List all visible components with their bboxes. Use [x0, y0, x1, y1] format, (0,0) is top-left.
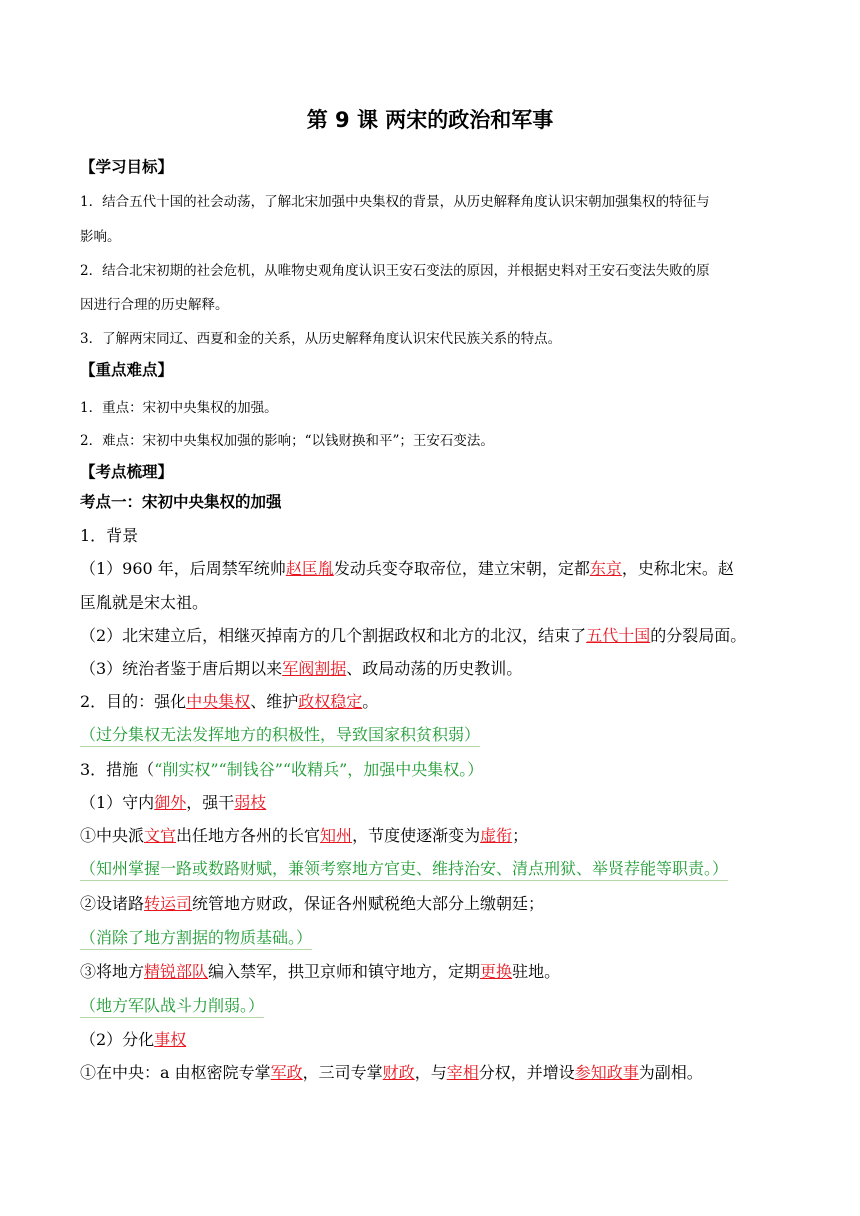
answer-stability: 政权稳定 [298, 692, 363, 711]
measure-2-heading: （2）分化事权 [80, 1030, 187, 1049]
answer-elite-troops: 精锐部队 [144, 962, 209, 981]
measure-1-item-2-note: （消除了地方割据的物质基础。） [80, 925, 312, 950]
measure-1-item-3: ③将地方精锐部队编入禁军，拱卫京师和镇守地方，定期更换驻地。 [80, 962, 561, 981]
answer-ruozhi: 弱枝 [234, 793, 267, 812]
answer-shiquan: 事权 [154, 1030, 187, 1049]
key-point-1: 1．重点：宋初中央集权的加强。 [80, 400, 278, 416]
background-item-3: （3）统治者鉴于唐后期以来军阀割据、政局动荡的历史教训。 [80, 659, 523, 678]
background-label: 1．背景 [80, 526, 139, 545]
answer-yuwai: 御外 [154, 793, 187, 812]
section-goals-header: 【学习目标】 [80, 158, 174, 176]
measure-2-item-1: ①在中央：a 由枢密院专掌军政，三司专掌财政，与宰相分权，并增设参知政事为副相。 [80, 1063, 703, 1082]
answer-warlords: 军阀割据 [282, 659, 347, 678]
answer-civil-official: 文官 [144, 826, 177, 845]
goal-3: 3．了解两宋同辽、西夏和金的关系，从历史解释角度认识宋代民族关系的特点。 [80, 331, 562, 347]
goal-2-line-2: 因进行合理的历史解释。 [80, 297, 229, 313]
answer-chancellor: 宰相 [446, 1063, 479, 1082]
answer-five-dynasties: 五代十国 [586, 626, 651, 645]
measures-line: 3．措施（“削实权”“制钱谷”“收精兵”，加强中央集权。） [80, 760, 484, 779]
page-title: 第 9 课 两宋的政治和军事 [306, 108, 554, 132]
section-key-header: 【重点难点】 [80, 361, 174, 379]
background-item-1-line-1: （1）960 年，后周禁军统帅赵匡胤发动兵变夺取帝位，建立宋朝，定都东京，史称北宋。赵 [80, 559, 734, 578]
measure-1-item-3-note: （地方军队战斗力削弱。） [80, 993, 264, 1018]
goal-1-line-2: 影响。 [80, 229, 121, 245]
answer-xuxian: 虚衔 [480, 826, 513, 845]
section-review-header: 【考点梳理】 [80, 463, 174, 481]
aim-line: 2．目的：强化中央集权、维护政权稳定。 [80, 692, 379, 711]
measure-1-item-1-note: （知州掌握一路或数路财赋，兼领考察地方官吏、维持治安、清点刑狱、举贤荐能等职责。） [80, 856, 728, 881]
point-1-heading: 考点一：宋初中央集权的加强 [80, 493, 282, 511]
answer-central-power: 中央集权 [186, 692, 251, 711]
answer-zhao-kuangyin: 赵匡胤 [285, 559, 334, 578]
measure-1-item-2: ②设诸路转运司统管地方财政，保证各州赋税绝大部分上缴朝廷； [80, 894, 545, 913]
answer-rotate: 更换 [480, 962, 513, 981]
answer-military-affairs: 军政 [270, 1063, 303, 1082]
answer-zhuanyunsi: 转运司 [144, 894, 193, 913]
background-item-1-line-2: 匡胤就是宋太祖。 [80, 593, 209, 612]
answer-zhizhou: 知州 [320, 826, 353, 845]
measures-summary: “削实权”“制钱谷”“收精兵”，加强中央集权。） [154, 760, 484, 779]
key-point-2: 2．难点：宋初中央集权加强的影响；“以钱财换和平”；王安石变法。 [80, 433, 494, 449]
answer-vice-chancellor: 参知政事 [574, 1063, 639, 1082]
answer-finance: 财政 [382, 1063, 415, 1082]
goal-1-line-1: 1．结合五代十国的社会动荡，了解北宋加强中央集权的背景，从历史解释角度认识宋朝加强集权的特征与 [80, 194, 710, 210]
answer-dongjing: 东京 [589, 559, 622, 578]
aim-note: （过分集权无法发挥地方的积极性，导致国家积贫积弱） [80, 722, 480, 747]
measure-1-heading: （1）守内御外，强干弱枝 [80, 793, 267, 812]
background-item-2: （2）北宋建立后，相继灭掉南方的几个割据政权和北方的北汉，结束了五代十国的分裂局面。 [80, 626, 747, 645]
goal-2-line-1: 2．结合北宋初期的社会危机，从唯物史观角度认识王安石变法的原因，并根据史料对王安石变法失败的原 [80, 263, 710, 279]
measure-1-item-1: ①中央派文官出任地方各州的长官知州，节度使逐渐变为虚衔； [80, 826, 529, 845]
